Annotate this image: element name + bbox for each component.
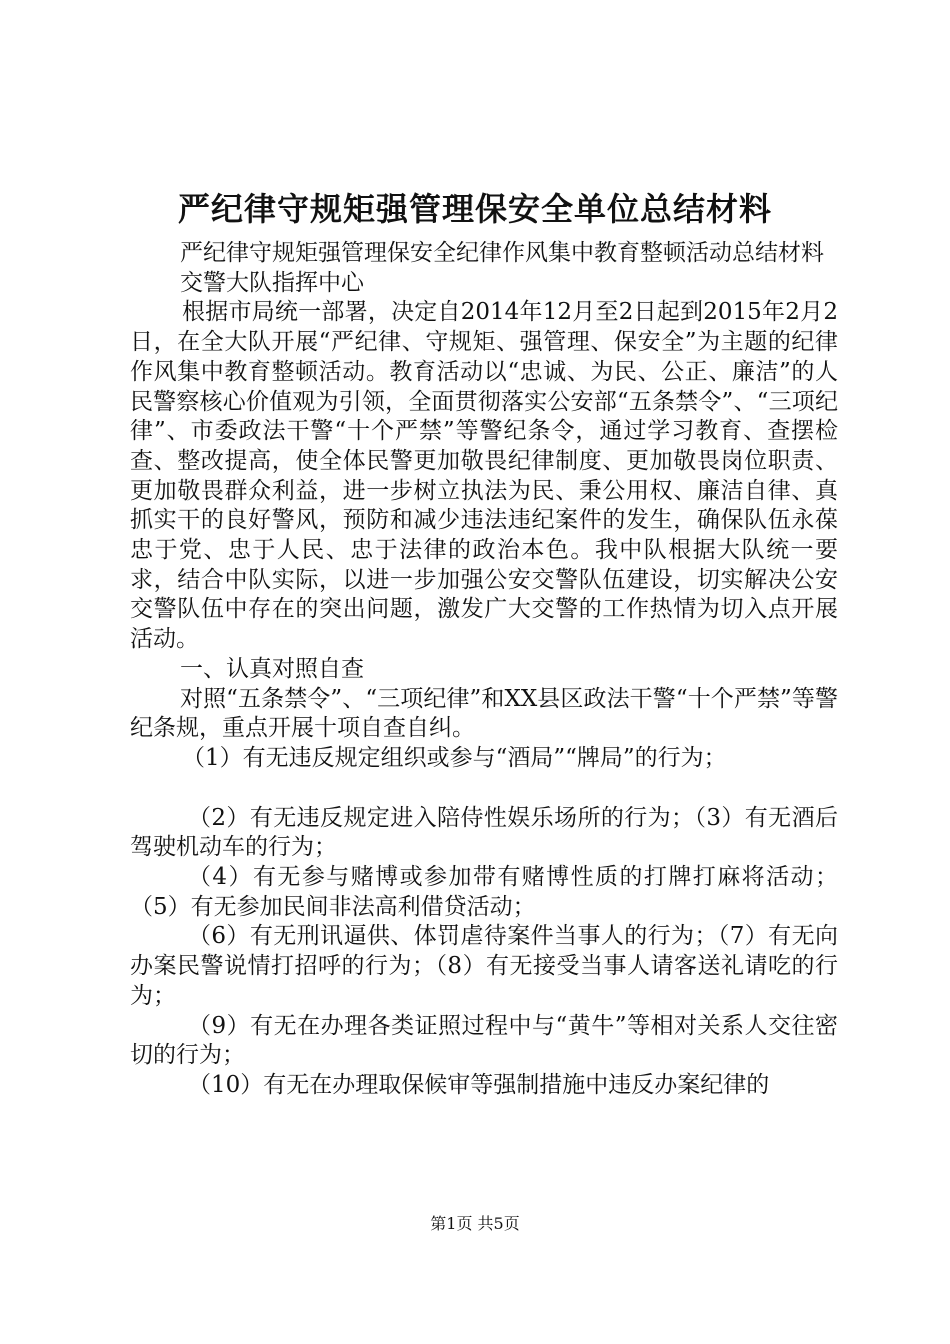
checklist-item: （1）有无违反规定组织或参与“酒局”“牌局”的行为； [182,744,727,771]
subtitle-paragraph: 严纪律守规矩强管理保安全纪律作风集中教育整顿活动总结材料 [180,240,824,266]
checklist-item: （2）有无违反规定进入陪侍性娱乐场所的行为；（3）有无酒后驾驶机动车的行为； [130,804,838,861]
blank-line [130,774,838,804]
document-body [130,239,838,1101]
document-title: 严纪律守规矩强管理保安全单位总结材料 [177,190,772,228]
checklist-item: （10）有无在办理取保候审等强制措施中违反办案纪律的 [188,1071,770,1098]
department-line: 交警大队指挥中心 [180,269,364,296]
checklist-item: （4）有无参与赌博或参加带有赌博性质的打牌打麻将活动；（5）有无参加民间非法高利借贷活动； [130,864,838,920]
checklist-item: （6）有无刑讯逼供、体罚虐待案件当事人的行为；（7）有无向办案民警说情打招呼的行为；（8）有无接受当事人请客送礼请吃的行为； [130,923,838,1009]
checklist-item: （9）有无在办理各类证照过程中与“黄牛”等相对关系人交往密切的行为； [130,1012,838,1069]
intro-paragraph: 根据市局统一部署，决定自2014年12月至2日起到2015年2月2日，在全大队开展“严纪律、守规矩、强管理、保安全”为主题的纪律作风集中教育整顿活动。教育活动以“忠诚、为民、公正、廉洁”的人民警察核心价值观为引领，全面贯彻落实公安部“五条禁令”、“三项纪律”、市委政法干警“十个严禁”等警纪条令，通过学习教育、查摆检查、整改提高，使全体民警更加敬畏纪律制度、更加敬畏岗位职责、更加敬畏群众利益，进一步树立执法为民、秉公用权、廉洁自律、真抓实干的良好警风，预防和减少违法违纪案件的发生，确保队伍永葆忠于党、忠于人民、忠于法律的政治本色。我中队根据大队统一要求，结合中队实际，以进一步加强公安交警队伍建设，切实解决公安交警队伍中存在的突出问题，激发广大交警的工作热情为切入点开展活动。 [130,299,838,653]
section-heading: 一、认真对照自查 [180,655,364,682]
checklist-intro: 对照“五条禁令”、“三项纪律”和XX县区政法干警“十个严禁”等警纪条规，重点开展十项自查自纠。 [130,685,838,742]
page-footer: 第1页 共5页 [430,1214,520,1233]
